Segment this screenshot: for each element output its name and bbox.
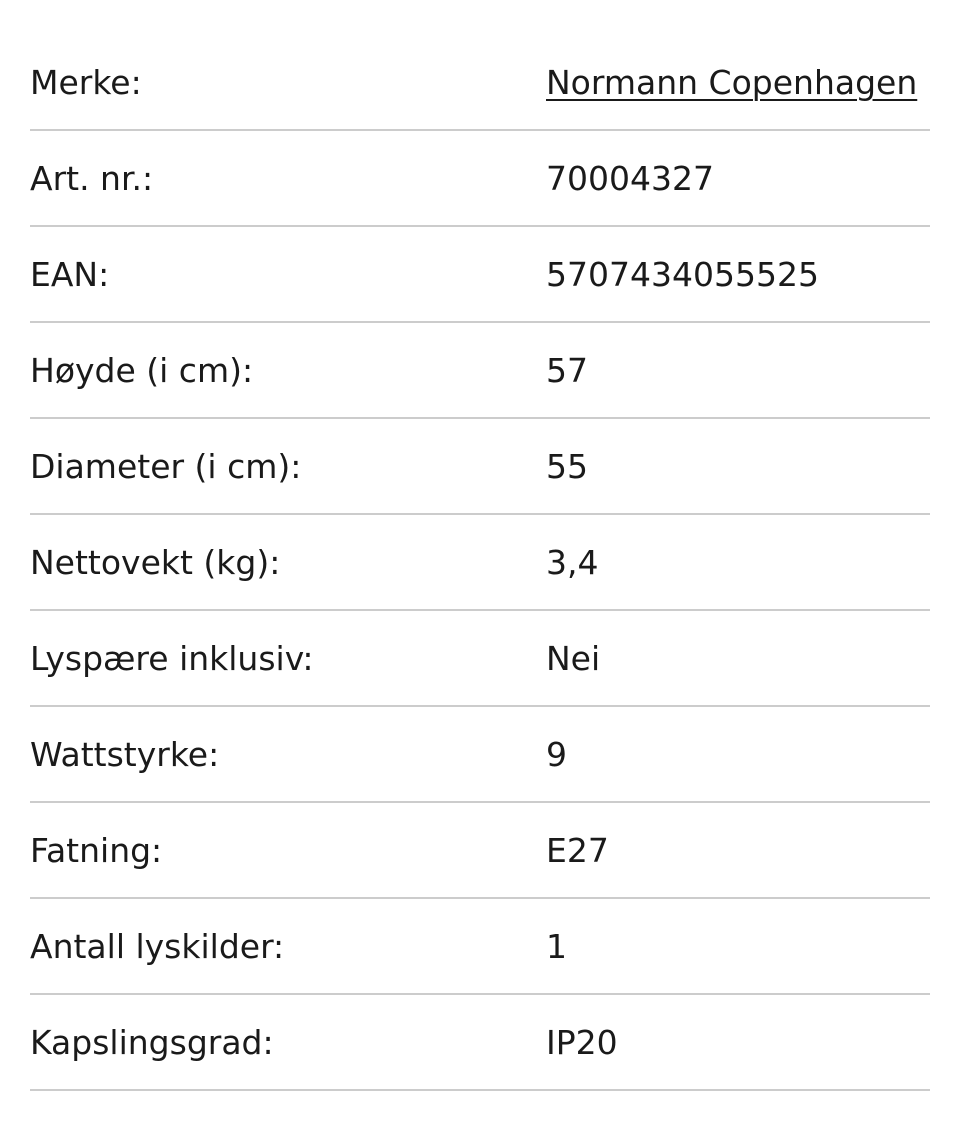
spec-label: Merke: [30,62,142,102]
spec-row-ean [30,227,930,323]
spec-value: 3,4 [546,542,599,582]
brand-link[interactable]: Normann Copenhagen [546,62,918,102]
spec-label: Wattstyrke: [30,734,220,774]
product-spec-table [30,35,930,1091]
spec-row-light-sources [30,899,930,995]
spec-label: Lyspære inklusiv: [30,638,314,678]
spec-value: Nei [546,638,601,678]
spec-label: Kapslingsgrad: [30,1022,274,1062]
spec-label: Art. nr.: [30,158,154,198]
spec-row-diameter [30,419,930,515]
spec-value: E27 [546,830,609,870]
spec-label: Antall lyskilder: [30,926,285,966]
spec-value: 57 [546,350,588,390]
spec-value: 55 [546,446,588,486]
spec-value: 5707434055525 [546,254,819,294]
spec-value: 1 [546,926,567,966]
spec-row-ip-rating [30,995,930,1091]
spec-row-height [30,323,930,419]
spec-label: Høyde (i cm): [30,350,254,390]
spec-value: 70004327 [546,158,714,198]
spec-label: Diameter (i cm): [30,446,302,486]
spec-value: IP20 [546,1022,618,1062]
spec-row-wattage [30,707,930,803]
spec-label: EAN: [30,254,110,294]
spec-row-brand [30,35,930,131]
spec-row-net-weight [30,515,930,611]
spec-row-article-number [30,131,930,227]
spec-row-bulb-included [30,611,930,707]
spec-label: Nettovekt (kg): [30,542,281,582]
spec-value [546,62,930,102]
spec-value: 9 [546,734,567,774]
spec-label: Fatning: [30,830,163,870]
spec-row-socket [30,803,930,899]
